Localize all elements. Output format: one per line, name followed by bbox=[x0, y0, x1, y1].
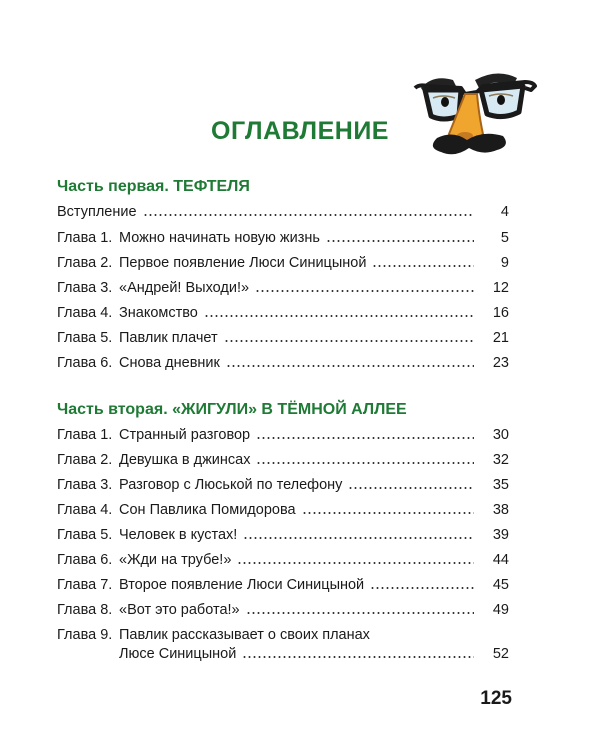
toc-entry bbox=[57, 424, 509, 446]
entry-title: Странный разговор bbox=[119, 427, 251, 443]
toc-entry bbox=[57, 549, 509, 571]
dot-leader bbox=[204, 315, 474, 317]
toc-entry bbox=[57, 524, 509, 546]
dot-leader bbox=[143, 214, 474, 216]
dot-leader bbox=[224, 340, 474, 342]
dot-leader bbox=[237, 562, 474, 564]
entry-page: 9 bbox=[500, 255, 509, 271]
dot-leader bbox=[246, 612, 474, 614]
chapter-number: Глава 9. bbox=[57, 627, 113, 643]
toc-entry bbox=[57, 574, 509, 596]
toc-entry bbox=[57, 449, 509, 471]
entry-title-line-1: Павлик рассказывает о своих планах bbox=[119, 627, 370, 643]
entry-title: «Вот это работа!» bbox=[119, 602, 240, 618]
entry-title: «Жди на трубе!» bbox=[119, 552, 232, 568]
entry-title-line-2: Люсе Синицыной bbox=[119, 646, 237, 662]
dot-leader bbox=[372, 265, 474, 267]
dot-leader bbox=[255, 290, 474, 292]
entry-page: 23 bbox=[492, 355, 509, 371]
dot-leader bbox=[242, 656, 474, 658]
toc-entry bbox=[57, 252, 509, 274]
entry-page: 52 bbox=[492, 646, 509, 662]
part-two-title: Часть вторая. «ЖИГУЛИ» В ТЁМНОЙ АЛЛЕЕ bbox=[57, 401, 407, 418]
dot-leader bbox=[348, 487, 474, 489]
entry-page: 39 bbox=[492, 527, 509, 543]
toc-entry bbox=[57, 201, 509, 223]
toc-entry bbox=[57, 352, 509, 374]
chapter-number: Глава 3. bbox=[57, 280, 113, 296]
toc-entry bbox=[57, 499, 509, 521]
entry-page: 38 bbox=[492, 502, 509, 518]
chapter-number: Глава 5. bbox=[57, 527, 113, 543]
entry-title: Можно начинать новую жизнь bbox=[119, 230, 320, 246]
dot-leader bbox=[326, 240, 474, 242]
toc-entry bbox=[57, 302, 509, 324]
entry-page: 49 bbox=[492, 602, 509, 618]
entry-title: Сон Павлика Помидорова bbox=[119, 502, 296, 518]
chapter-number: Глава 8. bbox=[57, 602, 113, 618]
chapter-number: Глава 5. bbox=[57, 330, 113, 346]
entry-title: Первое появление Люси Синицыной bbox=[119, 255, 367, 271]
dot-leader bbox=[256, 462, 474, 464]
chapter-number: Глава 4. bbox=[57, 502, 113, 518]
entry-page: 16 bbox=[492, 305, 509, 321]
chapter-number: Глава 3. bbox=[57, 477, 113, 493]
toc-entry bbox=[57, 327, 509, 349]
page-title: ОГЛАВЛЕНИЕ bbox=[211, 117, 389, 145]
toc-entry bbox=[57, 474, 509, 496]
page-number: 125 bbox=[480, 688, 512, 709]
entry-page: 4 bbox=[500, 204, 509, 220]
entry-page: 35 bbox=[492, 477, 509, 493]
chapter-number: Глава 6. bbox=[57, 355, 113, 371]
entry-title: Разговор с Люськой по телефону bbox=[119, 477, 343, 493]
toc-entry bbox=[57, 227, 509, 249]
dot-leader bbox=[256, 437, 474, 439]
chapter-number: Глава 2. bbox=[57, 255, 113, 271]
entry-title: Вступление bbox=[57, 204, 137, 220]
dot-leader bbox=[226, 365, 474, 367]
chapter-number: Глава 1. bbox=[57, 230, 113, 246]
entry-title: Знакомство bbox=[119, 305, 198, 321]
chapter-number: Глава 4. bbox=[57, 305, 113, 321]
toc-entry bbox=[57, 277, 509, 299]
entry-title: Девушка в джинсах bbox=[119, 452, 251, 468]
entry-title: «Андрей! Выходи!» bbox=[119, 280, 250, 296]
toc-entry bbox=[57, 599, 509, 621]
chapter-number: Глава 1. bbox=[57, 427, 113, 443]
dot-leader bbox=[370, 587, 474, 589]
toc-entry bbox=[57, 626, 509, 666]
entry-page: 21 bbox=[492, 330, 509, 346]
part-one-title: Часть первая. ТЕФТЕЛЯ bbox=[57, 178, 250, 195]
entry-title: Второе появление Люси Синицыной bbox=[119, 577, 365, 593]
entry-page: 30 bbox=[492, 427, 509, 443]
dot-leader bbox=[243, 537, 474, 539]
disguise-glasses-icon bbox=[413, 58, 538, 163]
chapter-number: Глава 6. bbox=[57, 552, 113, 568]
entry-page: 44 bbox=[492, 552, 509, 568]
entry-page: 12 bbox=[492, 280, 509, 296]
entry-title: Человек в кустах! bbox=[119, 527, 238, 543]
dot-leader bbox=[302, 512, 474, 514]
entry-page: 45 bbox=[492, 577, 509, 593]
entry-page: 32 bbox=[492, 452, 509, 468]
entry-title: Павлик плачет bbox=[119, 330, 218, 346]
chapter-number: Глава 7. bbox=[57, 577, 113, 593]
entry-page: 5 bbox=[500, 230, 509, 246]
chapter-number: Глава 2. bbox=[57, 452, 113, 468]
entry-title: Снова дневник bbox=[119, 355, 220, 371]
